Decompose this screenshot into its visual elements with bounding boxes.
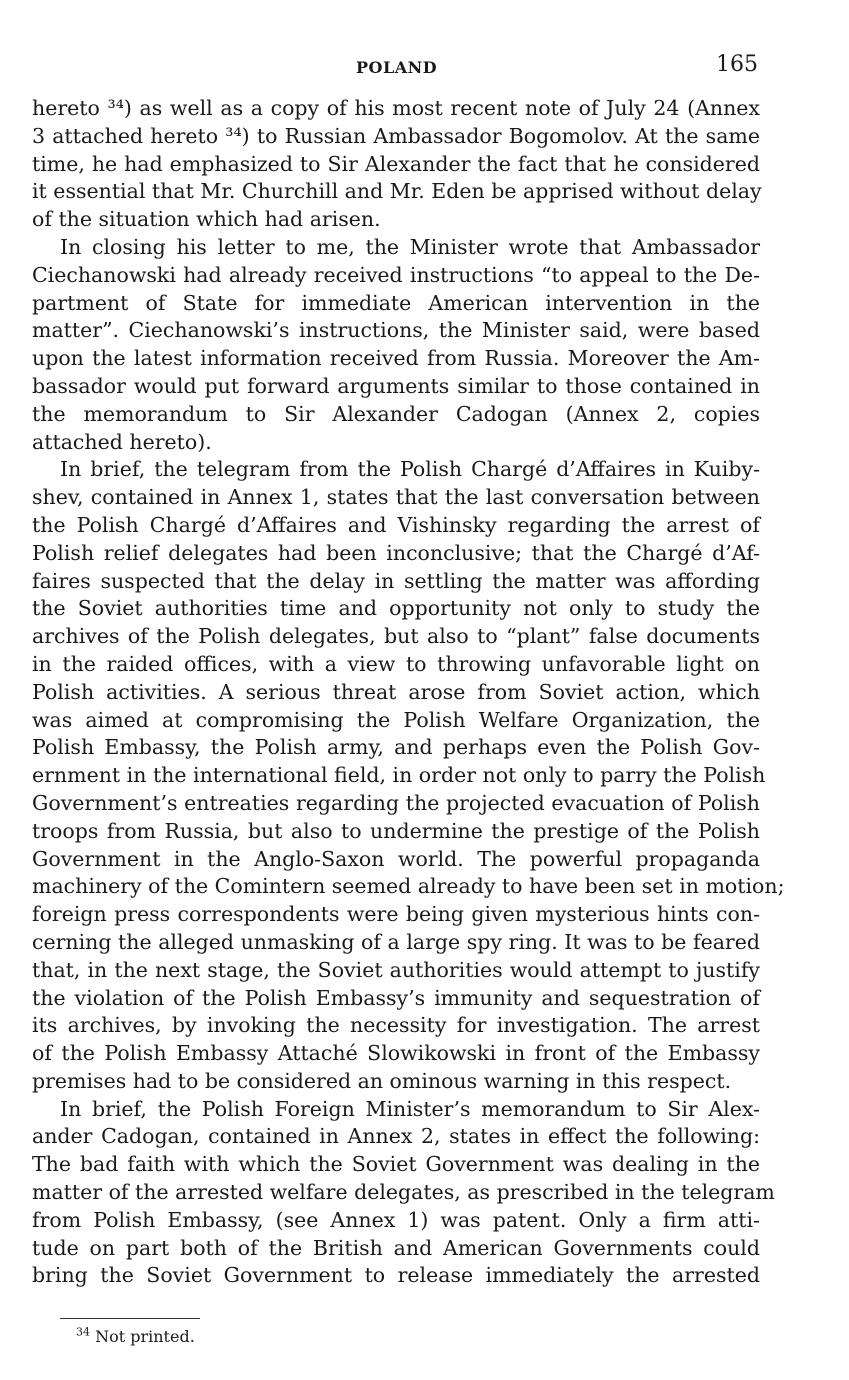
text-line: its archives, by invoking the necessity for investigation. The arrest xyxy=(32,1013,760,1038)
text-line: in the raided offices, with a view to throwing unfavorable light on xyxy=(32,651,760,676)
running-head xyxy=(0,52,849,82)
text-line: Government’s entreaties regarding the projected evacuation of Polish xyxy=(32,790,760,815)
paragraph-1 xyxy=(32,95,760,234)
text-line: that, in the next stage, the Soviet authorities would attempt to justify xyxy=(32,957,760,982)
text-line: shev, contained in Annex 1, states that the last conversation between xyxy=(32,485,760,510)
text-line: cerning the alleged unmasking of a large spy ring. It was to be feared xyxy=(32,929,760,954)
running-title: POLAND xyxy=(356,58,438,77)
text-line: machinery of the Comintern seemed already to have been set in motion; xyxy=(32,874,785,899)
text-line: premises had to be considered an ominous warning in this respect. xyxy=(32,1068,732,1093)
footnote-text: Not printed. xyxy=(95,1327,195,1346)
text-line: attached hereto). xyxy=(32,429,212,454)
text-line: Government in the Anglo-Saxon world. The powerful propaganda xyxy=(32,846,760,871)
text-line: hereto ³⁴) as well as a copy of his most recent note of July 24 (Annex xyxy=(32,96,760,120)
text-line: was aimed at compromising the Polish Welfare Organization, the xyxy=(32,707,760,732)
page-number: 165 xyxy=(716,52,758,77)
body-text xyxy=(32,95,785,1290)
text-line: tude on part both of the British and American Governments could xyxy=(32,1235,760,1260)
text-line: In closing his letter to me, the Minister wrote that Ambassador xyxy=(60,234,760,259)
text-line: faires suspected that the delay in settling the matter was affording xyxy=(32,568,760,593)
text-line: it essential that Mr. Churchill and Mr. Eden be apprised without delay xyxy=(32,179,762,204)
text-line: The bad faith with which the Soviet Government was dealing in the xyxy=(32,1152,760,1177)
text-line: archives of the Polish delegates, but also to “plant” false documents xyxy=(32,624,760,649)
text-line: time, he had emphasized to Sir Alexander the fact that he considered xyxy=(32,151,760,176)
text-line: matter of the arrested welfare delegates, as prescribed in the telegram xyxy=(32,1180,775,1205)
text-line: matter”. Ciechanowski’s instructions, the Minister said, were based xyxy=(32,318,760,343)
text-line: bassador would put forward arguments similar to those contained in xyxy=(32,373,760,398)
paragraph-2 xyxy=(32,234,760,456)
text-line: ernment in the international field, in order not only to parry the Polish xyxy=(32,763,766,788)
paragraph-4 xyxy=(32,1096,775,1291)
text-line: the violation of the Polish Embassy’s immunity and sequestration of xyxy=(32,985,760,1010)
text-line: In brief, the telegram from the Polish Chargé d’Affaires in Kuiby- xyxy=(60,457,760,482)
text-line: Ciechanowski had already received instructions “to appeal to the De- xyxy=(32,262,760,287)
text-line: Polish Embassy, the Polish army, and perhaps even the Polish Gov- xyxy=(32,735,760,760)
paragraph-3 xyxy=(32,456,785,1095)
text-line: upon the latest information received from Russia. Moreover the Am- xyxy=(32,346,760,371)
text-line: ander Cadogan, contained in Annex 2, states in effect the following: xyxy=(32,1124,760,1149)
text-line: partment of State for immediate American intervention in the xyxy=(32,290,760,315)
footnote-marker: 34 xyxy=(76,1325,90,1339)
text-line: Polish activities. A serious threat arose from Soviet action, which xyxy=(32,679,760,704)
text-line: foreign press correspondents were being given mysterious hints con- xyxy=(32,902,760,927)
text-line: the Soviet authorities time and opportunity not only to study the xyxy=(32,596,760,621)
text-line: from Polish Embassy, (see Annex 1) was patent. Only a firm atti- xyxy=(32,1207,760,1232)
text-line: the Polish Chargé d’Affaires and Vishinsky regarding the arrest of xyxy=(32,512,760,537)
text-line: In brief, the Polish Foreign Minister’s memorandum to Sir Alex- xyxy=(60,1096,760,1121)
text-line: of the situation which had arisen. xyxy=(32,207,381,232)
text-line: the memorandum to Sir Alexander Cadogan (Annex 2, copies xyxy=(32,401,760,426)
footnote xyxy=(76,1326,195,1348)
text-line: bring the Soviet Government to release immediately the arrested xyxy=(32,1263,760,1288)
text-line: troops from Russia, but also to undermine the prestige of the Polish xyxy=(32,818,760,843)
footnote-divider xyxy=(60,1318,200,1319)
text-line: Polish relief delegates had been inconclusive; that the Chargé d’Af- xyxy=(32,540,760,565)
text-line: of the Polish Embassy Attaché Slowikowski in front of the Embassy xyxy=(32,1041,760,1066)
text-line: 3 attached hereto ³⁴) to Russian Ambassador Bogomolov. At the same xyxy=(32,123,760,148)
